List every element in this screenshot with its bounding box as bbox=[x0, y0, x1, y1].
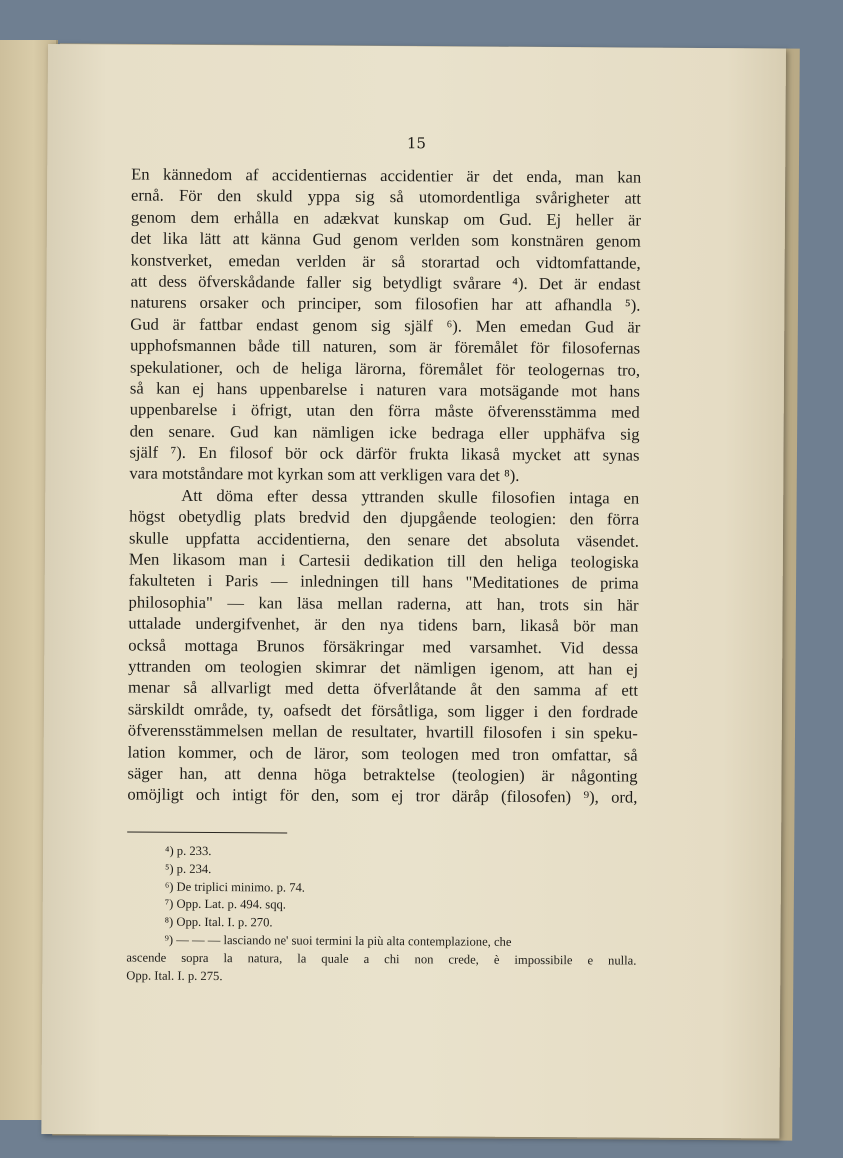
text-line: philosophia" — kan läsa mellan raderna, att han, trots sin här bbox=[128, 592, 639, 615]
page-number: 15 bbox=[406, 134, 427, 153]
text-line: också mottaga Brunos försäkringar med varsamhet. Vid dessa bbox=[128, 635, 639, 658]
text-line: yttranden om teologien skimrar det nämligen igenom, att han ej bbox=[128, 656, 639, 679]
text-line: själf ⁷). En filosof bör ock därför frukta likaså mycket att synas bbox=[129, 442, 640, 465]
footnote: ⁸) Opp. Ital. I. p. 270. bbox=[164, 914, 273, 930]
text-line: högst obetydlig plats bredvid den djupgående teologien: den förra bbox=[129, 506, 640, 529]
text-line: säger han, att denna höga betraktelse (teologien) är någonting bbox=[127, 763, 638, 786]
text-line: uttalade undergifvenhet, är den nya tidens barn, likaså bör man bbox=[128, 613, 639, 636]
footnote: ⁵) p. 234. bbox=[164, 861, 212, 876]
text-line: Gud är fattbar endast genom sig själf ⁶). Men emedan Gud är bbox=[130, 314, 641, 337]
text-line: omöjligt och intigt för den, som ej tror däråp (filosofen) ⁹), ord, bbox=[127, 784, 638, 807]
text-line: lation kommer, och de läror, som teologen med tron omfattar, så bbox=[127, 742, 638, 765]
text-line: det lika lätt att känna Gud genom verlden som konstnären genom bbox=[130, 228, 641, 251]
footnote: ⁶) De triplici minimo. p. 74. bbox=[164, 879, 306, 895]
footnote: ⁹) — — — lasciando ne' suoi termini la più alta contemplazione, che bbox=[164, 932, 512, 949]
text-line: spekulationer, och de heliga lärorna, föremålet för teologernas tro, bbox=[129, 357, 641, 380]
text-line: så kan ej hans uppenbarelse i naturen vara motsägande mot hans bbox=[129, 378, 640, 401]
text-line: fakulteten i Paris — inledningen till hans "Meditationes de prima bbox=[128, 570, 639, 594]
text-line: konstverket, emedan verlden är så storartad och vidtomfattande, bbox=[130, 250, 641, 273]
footnotes bbox=[126, 842, 637, 987]
text-line: menar så allvarligt med detta öfverlåtande åt den samma af ett bbox=[128, 677, 639, 700]
text-line: uppenbarelse i öfrigt, utan den förra måste öfverensstämma med bbox=[129, 399, 640, 422]
text-line: Att döma efter dessa yttranden skulle filosofien intaga en bbox=[181, 485, 640, 508]
footnote: ⁷) Opp. Lat. p. 494. sqq. bbox=[164, 897, 287, 912]
text-line: Men likasom man i Cartesii dedikation till den heliga teologiska bbox=[128, 549, 639, 572]
book-page bbox=[41, 44, 786, 1138]
footnote-rule bbox=[127, 831, 287, 833]
text-line: den senare. Gud kan nämligen icke bedraga eller upphäfva sig bbox=[129, 421, 640, 444]
text-line: En kännedom af accidentiernas accidentier är det enda, man kan bbox=[131, 164, 642, 187]
text-line: öfverensstämmelsen mellan de resultater, hvartill filosofen i sin speku- bbox=[127, 720, 638, 743]
text-line: skulle uppfatta accidentierna, den senare det absoluta väsendet. bbox=[128, 528, 640, 551]
text-line: upphofsmannen både till naturen, som är föremålet för filosofernas bbox=[130, 335, 641, 358]
text-line: särskildt område, ty, oafsedt det försåtliga, som ligger i den fordrade bbox=[127, 699, 638, 722]
text-line: vara motståndare mot kyrkan som att verkligen vara det ⁸). bbox=[129, 463, 520, 486]
body-text bbox=[127, 164, 641, 809]
footnote: ⁴) p. 233. bbox=[165, 843, 212, 859]
text-line: genom dem erhålla en adækvat kunskap om Gud. Ej heller är bbox=[130, 207, 641, 230]
text-line: ernå. För den skuld yppa sig så utomordentliga svårigheter att bbox=[131, 185, 642, 209]
text-line: naturens orsaker och principer, som filosofien har att afhandla ⁵). bbox=[130, 292, 641, 315]
footnote-continuation: ascende sopra la natura, la quale a chi non crede, è impossibile e nulla. bbox=[126, 950, 637, 968]
text-line: att dess öfverskådande faller sig betydligt svårare ⁴). Det är endast bbox=[130, 271, 641, 294]
footnote-continuation: Opp. Ital. I. p. 275. bbox=[126, 968, 223, 983]
